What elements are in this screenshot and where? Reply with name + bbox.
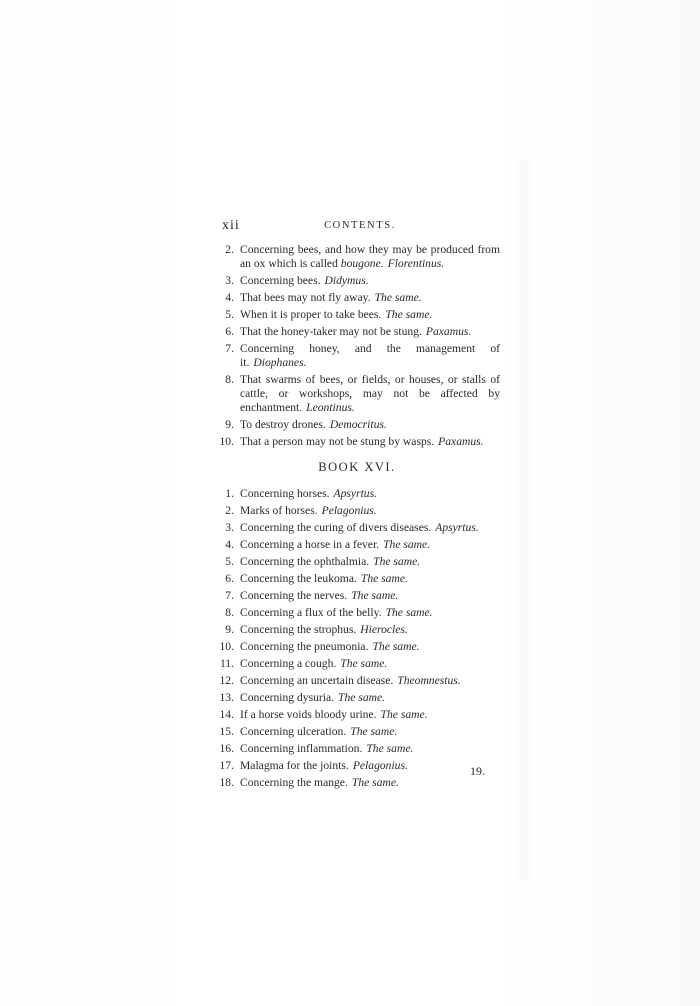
- entry-title: Marks of horses.: [240, 504, 318, 517]
- page-fold-shadow: [514, 160, 534, 880]
- contents-entry: [214, 504, 500, 518]
- entry-source: Hierocles.: [360, 623, 408, 636]
- entry-source: The same.: [351, 776, 399, 789]
- entry-number: 8.: [225, 373, 234, 386]
- entry-title: Concerning ulceration.: [240, 725, 347, 738]
- entry-number: 5.: [225, 308, 234, 321]
- entry-text: [240, 623, 500, 637]
- entry-title: Concerning dysuria.: [240, 691, 335, 704]
- entry-source: Apsyrtus.: [435, 521, 479, 534]
- entry-source: The same.: [380, 708, 428, 721]
- entry-title: That swarms of bees, or fields, or houses, or stalls of cattle, or workshops, may not be affected by enchantment.: [240, 373, 500, 414]
- entry-text: [240, 325, 500, 339]
- entry-text: [240, 538, 500, 552]
- contents-entry: [214, 373, 500, 415]
- entry-title: Concerning inflammation.: [240, 742, 363, 755]
- entry-text: [240, 742, 500, 756]
- entry-number: 5.: [225, 555, 234, 568]
- contents-entry: [214, 691, 500, 705]
- entry-title: Concerning bees, and how they may be produced from an ox which is called: [240, 243, 500, 270]
- entry-text: [240, 243, 500, 271]
- entry-title: Malagma for the joints.: [240, 759, 349, 772]
- entry-title: To destroy drones.: [240, 418, 326, 431]
- entry-text: [240, 274, 500, 288]
- entry-title: Concerning horses.: [240, 487, 330, 500]
- entry-text: [240, 725, 500, 739]
- entry-source: Apsyrtus.: [333, 487, 377, 500]
- entry-text: [240, 504, 500, 518]
- running-head: CONTENTS.: [324, 220, 396, 231]
- entry-source: The same.: [385, 308, 433, 321]
- entry-text: [240, 418, 500, 432]
- page-header: [222, 218, 498, 238]
- entry-number: 3.: [225, 274, 234, 287]
- entry-source: Florentinus.: [387, 257, 445, 270]
- entry-source: Pelagonius.: [352, 759, 408, 772]
- entry-text: [240, 759, 500, 773]
- entry-title: Concerning the strophus.: [240, 623, 357, 636]
- contents-entry: [214, 674, 500, 688]
- entry-text: [240, 657, 500, 671]
- entry-source: The same.: [374, 291, 422, 304]
- entry-source: Paxamus.: [438, 435, 484, 448]
- entry-number: 1.: [225, 487, 234, 500]
- entry-number: 8.: [225, 606, 234, 619]
- entry-title: Concerning an uncertain disease.: [240, 674, 394, 687]
- contents-entry: [214, 776, 500, 790]
- contents-entry: [214, 708, 500, 722]
- entry-source: Pelagonius.: [321, 504, 377, 517]
- entry-number: 6.: [225, 325, 234, 338]
- entry-number: 7.: [225, 589, 234, 602]
- entry-text: [240, 572, 500, 586]
- entry-number: 7.: [225, 342, 234, 355]
- entry-text: [240, 640, 500, 654]
- entry-number: 6.: [225, 572, 234, 585]
- contents-entry: [214, 487, 500, 501]
- entry-text: [240, 308, 500, 322]
- entry-title: Concerning the mange.: [240, 776, 348, 789]
- entry-title: Concerning a cough.: [240, 657, 337, 670]
- entry-number: 11.: [219, 657, 234, 670]
- entry-title: Concerning the curing of divers diseases.: [240, 521, 432, 534]
- entry-number: 16.: [219, 742, 234, 755]
- entry-source: The same.: [350, 725, 398, 738]
- contents-entry: [214, 589, 500, 603]
- contents-entry: [214, 342, 500, 370]
- entry-source: The same.: [366, 742, 414, 755]
- entry-text: [240, 606, 500, 620]
- entry-number: 4.: [225, 291, 234, 304]
- entry-text: [240, 708, 500, 722]
- entry-number: 4.: [225, 538, 234, 551]
- entry-number: 15.: [219, 725, 234, 738]
- entry-source: The same.: [351, 589, 399, 602]
- contents-entry: [214, 742, 500, 756]
- entry-number: 2.: [225, 504, 234, 517]
- entry-source: The same.: [372, 640, 420, 653]
- entry-source: The same.: [338, 691, 386, 704]
- entry-title: Concerning the leukoma.: [240, 572, 357, 585]
- catchword: 19.: [470, 764, 485, 778]
- contents-entry: [214, 572, 500, 586]
- entry-text: [240, 589, 500, 603]
- entry-title: That a person may not be stung by wasps.: [240, 435, 435, 448]
- contents-list-book-xvi: [214, 487, 500, 793]
- contents-entry: [214, 243, 500, 271]
- contents-entry: [214, 418, 500, 432]
- entry-title: Concerning bees.: [240, 274, 321, 287]
- contents-entry: [214, 606, 500, 620]
- contents-list-book-xv: [214, 243, 500, 452]
- entry-title: That bees may not fly away.: [240, 291, 371, 304]
- contents-entry: [214, 291, 500, 305]
- entry-source: Didymus.: [324, 274, 369, 287]
- entry-text: [240, 487, 500, 501]
- entry-title: If a horse voids bloody urine.: [240, 708, 377, 721]
- entry-title: Concerning a flux of the belly.: [240, 606, 382, 619]
- entry-source: Paxamus.: [425, 325, 472, 338]
- book-heading: BOOK XVI.: [318, 460, 396, 474]
- entry-title: Concerning a horse in a fever.: [240, 538, 380, 551]
- contents-entry: [214, 657, 500, 671]
- entry-text: [240, 691, 500, 705]
- contents-entry: [214, 325, 500, 339]
- entry-source: The same.: [340, 657, 388, 670]
- entry-source: Diophanes.: [253, 356, 307, 369]
- entry-title: Concerning honey, and the management of it.: [240, 342, 500, 369]
- entry-source: The same.: [360, 572, 408, 585]
- entry-title: That the honey-taker may not be stung.: [240, 325, 422, 338]
- contents-entry: [214, 725, 500, 739]
- contents-entry: [214, 759, 500, 773]
- entry-title: Concerning the nerves.: [240, 589, 348, 602]
- contents-entry: [214, 640, 500, 654]
- entry-source: Leontinus.: [306, 401, 355, 414]
- entry-number: 12.: [219, 674, 234, 687]
- entry-text: [240, 521, 500, 535]
- contents-entry: [214, 435, 500, 449]
- entry-number: 3.: [225, 521, 234, 534]
- entry-source: The same.: [383, 538, 431, 551]
- entry-source: The same.: [373, 555, 421, 568]
- entry-number: 18.: [219, 776, 234, 789]
- entry-number: 13.: [219, 691, 234, 704]
- contents-entry: [214, 308, 500, 322]
- entry-number: 9.: [225, 623, 234, 636]
- entry-source: Theomnestus.: [397, 674, 461, 687]
- contents-entry: [214, 555, 500, 569]
- entry-text: [240, 555, 500, 569]
- entry-source: Democritus.: [329, 418, 387, 431]
- entry-title: Concerning the pneumonia.: [240, 640, 369, 653]
- contents-entry: [214, 274, 500, 288]
- entry-title: When it is proper to take bees.: [240, 308, 382, 321]
- entry-number: 9.: [225, 418, 234, 431]
- entry-number: 2.: [225, 243, 234, 256]
- contents-entry: [214, 623, 500, 637]
- entry-text: [240, 342, 500, 370]
- entry-text: [240, 435, 500, 449]
- page-folio: xii: [222, 218, 240, 233]
- contents-entry: [214, 538, 500, 552]
- entry-source: The same.: [385, 606, 433, 619]
- entry-title: Concerning the ophthalmia.: [240, 555, 370, 568]
- entry-italic-word: bougone.: [340, 257, 384, 270]
- entry-text: [240, 776, 500, 790]
- entry-text: [240, 373, 500, 415]
- entry-number: 10.: [219, 640, 234, 653]
- entry-number: 10.: [219, 435, 234, 448]
- entry-number: 14.: [219, 708, 234, 721]
- contents-entry: [214, 521, 500, 535]
- entry-number: 17.: [219, 759, 234, 772]
- entry-text: [240, 291, 500, 305]
- entry-text: [240, 674, 500, 688]
